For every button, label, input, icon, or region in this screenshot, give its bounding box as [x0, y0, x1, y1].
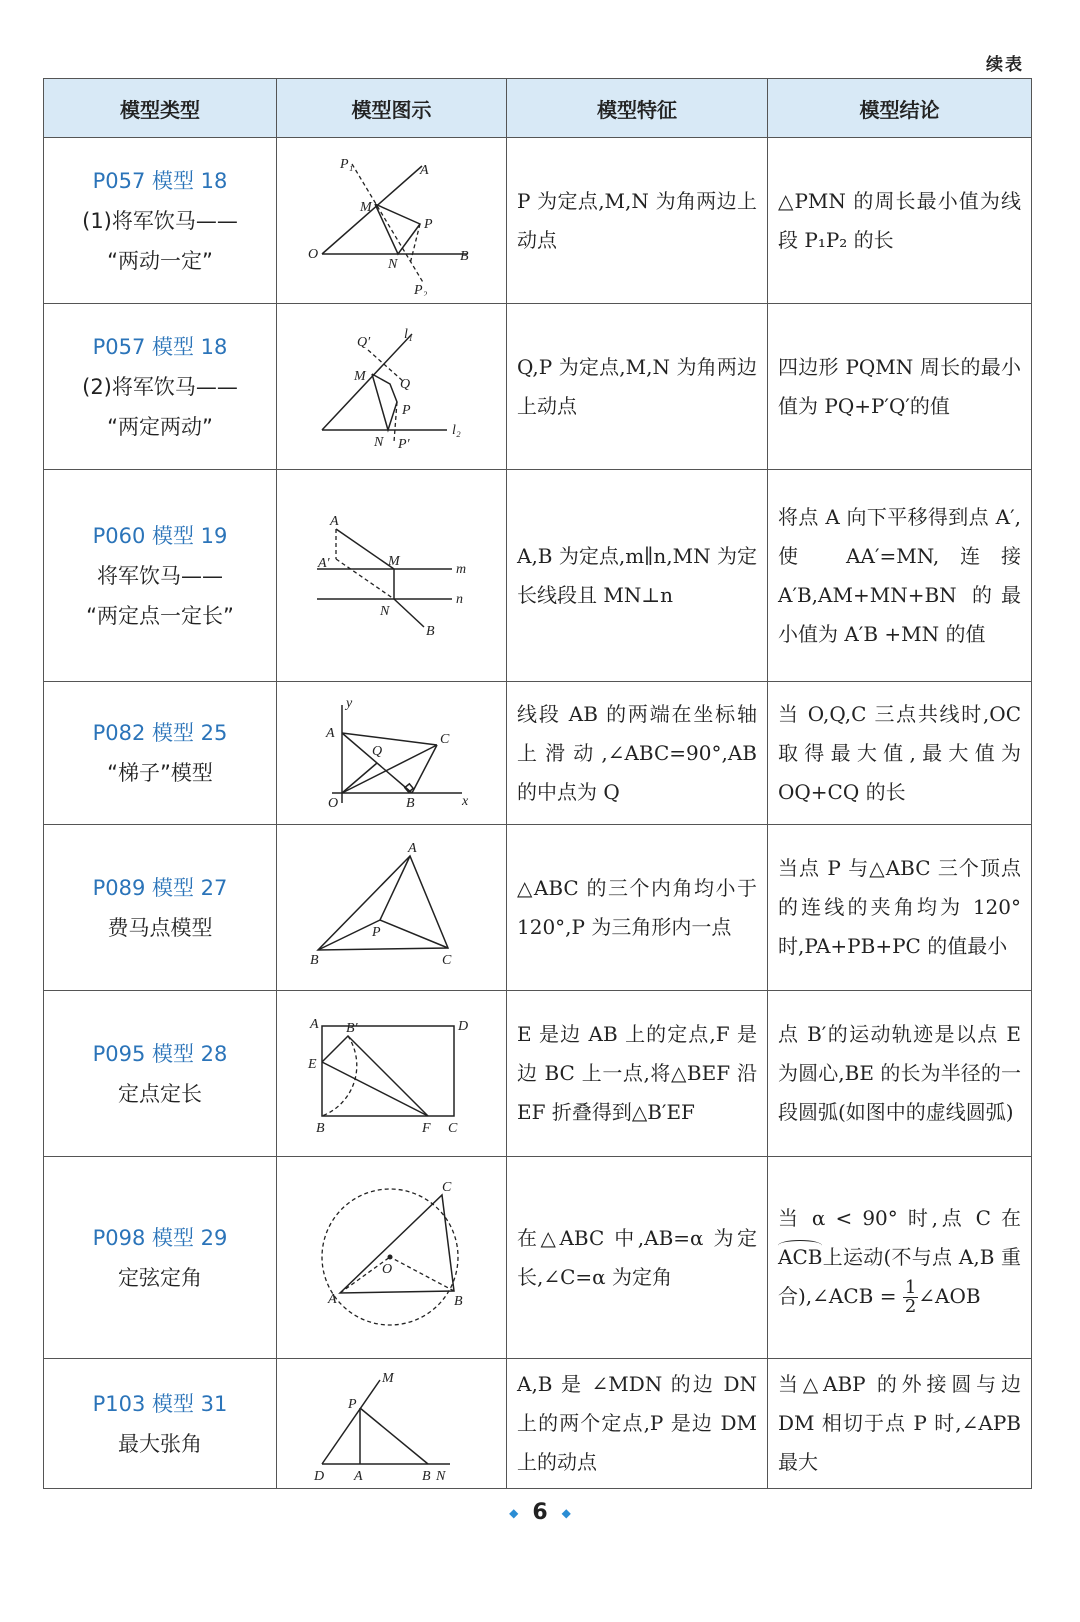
- label-P: P: [371, 924, 381, 940]
- model-conclusion: 点 B′的运动轨迹是以点 E 为圆心,BE 的长为半径的一段圆弧(如图中的虚线圆弧): [768, 991, 1032, 1157]
- page-footer: [0, 1500, 1080, 1525]
- label-M: M: [353, 368, 366, 384]
- model-name: “梯子”模型: [107, 761, 213, 785]
- model-conclusion: [768, 1157, 1032, 1359]
- model-subname: “两动一定”: [107, 248, 213, 273]
- model-conclusion: 当△ABP 的外接圆与边 DM 相切于点 P 时,∠APB 最大: [768, 1359, 1032, 1489]
- model-subname: “两定两动”: [107, 414, 213, 439]
- model-type-cell: [44, 991, 277, 1157]
- label-B: B: [315, 1120, 325, 1136]
- continued-label: 续表: [986, 55, 1024, 75]
- label-P: P: [423, 216, 433, 232]
- arc-acb: ACB: [778, 1238, 822, 1277]
- label-y: y: [345, 696, 352, 711]
- model-subname: “两定点一定长”: [86, 603, 234, 628]
- label-Pp: P′: [397, 436, 410, 452]
- fixed-point-fixed-length-figure: [302, 1004, 482, 1144]
- label-A: A: [309, 1016, 319, 1032]
- model-feature: A,B 是 ∠MDN 的边 DN 上的两个定点,P 是边 DM 上的动点: [507, 1359, 768, 1489]
- fraction-numerator: 1: [904, 1277, 917, 1298]
- label-B: B: [453, 1293, 463, 1309]
- model-type-cell: [44, 1157, 277, 1359]
- model-name: 将军饮马——: [97, 563, 223, 588]
- label-B: B: [309, 952, 319, 968]
- label-M: M: [359, 199, 372, 215]
- general-drinking-horse-figure-3: [302, 511, 482, 641]
- table-row: [44, 991, 1032, 1157]
- table-row: [44, 825, 1032, 991]
- model-feature: 在△ABC 中,AB=α 为定长,∠C=α 为定角: [507, 1157, 768, 1359]
- header-figure: 模型图示: [277, 79, 507, 138]
- label-N: N: [373, 434, 383, 450]
- label-Q: Q: [399, 376, 410, 392]
- model-figure-cell: [277, 825, 507, 991]
- model-figure-cell: [277, 1157, 507, 1359]
- model-feature: E 是边 AB 上的定点,F 是边 BC 上一点,将△BEF 沿 EF 折叠得到△B′EF: [507, 991, 768, 1157]
- model-figure-cell: [277, 138, 507, 304]
- label-C: C: [441, 1179, 451, 1195]
- label-O: O: [327, 796, 338, 811]
- ladder-model-figure: [302, 693, 482, 813]
- general-drinking-horse-figure-1: [302, 146, 482, 296]
- page-number: 6: [532, 1500, 548, 1525]
- label-N: N: [387, 256, 397, 272]
- header-row: [44, 79, 1032, 138]
- label-l1: l₁: [403, 326, 413, 342]
- label-A: A: [419, 162, 429, 178]
- model-name: 定弦定角: [118, 1265, 202, 1290]
- fixed-chord-fixed-angle-figure: [302, 1173, 482, 1343]
- model-feature: P 为定点,M,N 为角两边上动点: [507, 138, 768, 304]
- label-N: N: [379, 603, 389, 619]
- fraction-one-half: [903, 1279, 918, 1316]
- label-B: B: [459, 248, 469, 264]
- model-conclusion: 当点 P 与△ABC 三个顶点的连线的夹角均为 120°时,PA+PB+PC 的值最小: [768, 825, 1032, 991]
- model-code: P057 模型 18: [92, 168, 228, 193]
- table-row: [44, 1359, 1032, 1489]
- model-figure-cell: [277, 470, 507, 682]
- model-figure-cell: [277, 991, 507, 1157]
- model-conclusion: 将点 A 向下平移得到点 A′,使 AA′=MN,连接 A′B,AM+MN+BN 的最小值为 A′B +MN 的值: [768, 470, 1032, 682]
- label-C: C: [439, 732, 449, 747]
- model-figure-cell: [277, 1359, 507, 1489]
- label-Qp: Q′: [356, 334, 370, 350]
- label-Ap: A′: [317, 555, 330, 571]
- conclusion-part-a: 当 α < 90° 时,点 C 在: [778, 1206, 1021, 1230]
- model-code: P103 模型 31: [92, 1391, 228, 1416]
- model-code: P098 模型 29: [92, 1225, 228, 1250]
- label-B: B: [421, 1468, 431, 1484]
- model-table: [43, 78, 1032, 1489]
- label-P: P: [347, 1396, 357, 1412]
- model-name: 定点定长: [118, 1081, 202, 1106]
- model-type-cell: [44, 825, 277, 991]
- label-D: D: [313, 1468, 324, 1484]
- label-A: A: [329, 513, 339, 529]
- label-E: E: [307, 1056, 317, 1072]
- model-conclusion: 当 O,Q,C 三点共线时,OC 取得最大值,最大值为 OQ+CQ 的长: [768, 682, 1032, 825]
- model-type-cell: [44, 138, 277, 304]
- diamond-icon: ◆: [509, 1506, 519, 1520]
- model-name: 最大张角: [118, 1431, 202, 1456]
- label-n: n: [455, 591, 463, 607]
- label-N: N: [435, 1468, 445, 1484]
- label-B: B: [425, 623, 435, 639]
- label-O: O: [307, 246, 318, 262]
- label-C: C: [441, 952, 451, 968]
- label-A: A: [327, 1291, 337, 1307]
- model-figure-cell: [277, 304, 507, 470]
- label-C: C: [447, 1120, 457, 1136]
- label-Q: Q: [371, 744, 382, 759]
- fermat-point-figure: [302, 838, 482, 978]
- conclusion-part-c: ∠AOB: [918, 1284, 981, 1308]
- header-feature: 模型特征: [507, 79, 768, 138]
- table-row: [44, 138, 1032, 304]
- label-A: A: [325, 726, 335, 741]
- label-m: m: [455, 561, 466, 577]
- maximum-angle-figure: [302, 1364, 482, 1484]
- label-B: B: [405, 796, 415, 811]
- fraction-denominator: 2: [904, 1296, 917, 1317]
- model-feature: △ABC 的三个内角均小于 120°,P 为三角形内一点: [507, 825, 768, 991]
- label-Bp: B′: [345, 1020, 358, 1036]
- model-code: P060 模型 19: [92, 523, 228, 548]
- model-feature: Q,P 为定点,M,N 为角两边上动点: [507, 304, 768, 470]
- model-name: (2)将军饮马——: [82, 374, 238, 399]
- conclusion-part-b: 上运动(不与点 A,B 重合),∠ACB =: [778, 1245, 1021, 1308]
- table-row: [44, 470, 1032, 682]
- label-P2: P₂: [413, 282, 427, 296]
- model-conclusion: 四边形 PQMN 周长的最小值为 PQ+P′Q′的值: [768, 304, 1032, 470]
- label-P: P: [401, 402, 411, 418]
- model-type-cell: [44, 304, 277, 470]
- label-x: x: [461, 794, 468, 809]
- table-row: [44, 1157, 1032, 1359]
- label-F: F: [421, 1120, 431, 1136]
- model-code: P082 模型 25: [92, 721, 228, 745]
- label-O: O: [381, 1261, 392, 1277]
- model-code: P095 模型 28: [92, 1041, 228, 1066]
- label-D: D: [457, 1018, 468, 1034]
- model-figure-cell: [277, 682, 507, 825]
- label-M: M: [381, 1370, 394, 1386]
- label-A: A: [407, 840, 417, 856]
- label-l2: l₂: [451, 422, 461, 438]
- label-M: M: [387, 553, 400, 569]
- table-row: [44, 304, 1032, 470]
- model-type-cell: [44, 1359, 277, 1489]
- general-drinking-horse-figure-2: [302, 322, 482, 452]
- header-conclusion: 模型结论: [768, 79, 1032, 138]
- model-code: P057 模型 18: [92, 334, 228, 359]
- diamond-icon: ◆: [561, 1506, 571, 1520]
- model-feature: A,B 为定点,m∥n,MN 为定长线段且 MN⊥n: [507, 470, 768, 682]
- model-conclusion: △PMN 的周长最小值为线段 P₁P₂ 的长: [768, 138, 1032, 304]
- label-P1: P₁: [339, 156, 353, 172]
- model-type-cell: [44, 470, 277, 682]
- table-row: [44, 682, 1032, 825]
- model-feature: 线段 AB 的两端在坐标轴上滑动,∠ABC=90°,AB 的中点为 Q: [507, 682, 768, 825]
- model-code: P089 模型 27: [92, 875, 228, 900]
- header-type: 模型类型: [44, 79, 277, 138]
- label-A: A: [353, 1468, 363, 1484]
- model-name: (1)将军饮马——: [82, 208, 238, 233]
- model-name: 费马点模型: [107, 915, 213, 940]
- model-type-cell: [44, 682, 277, 825]
